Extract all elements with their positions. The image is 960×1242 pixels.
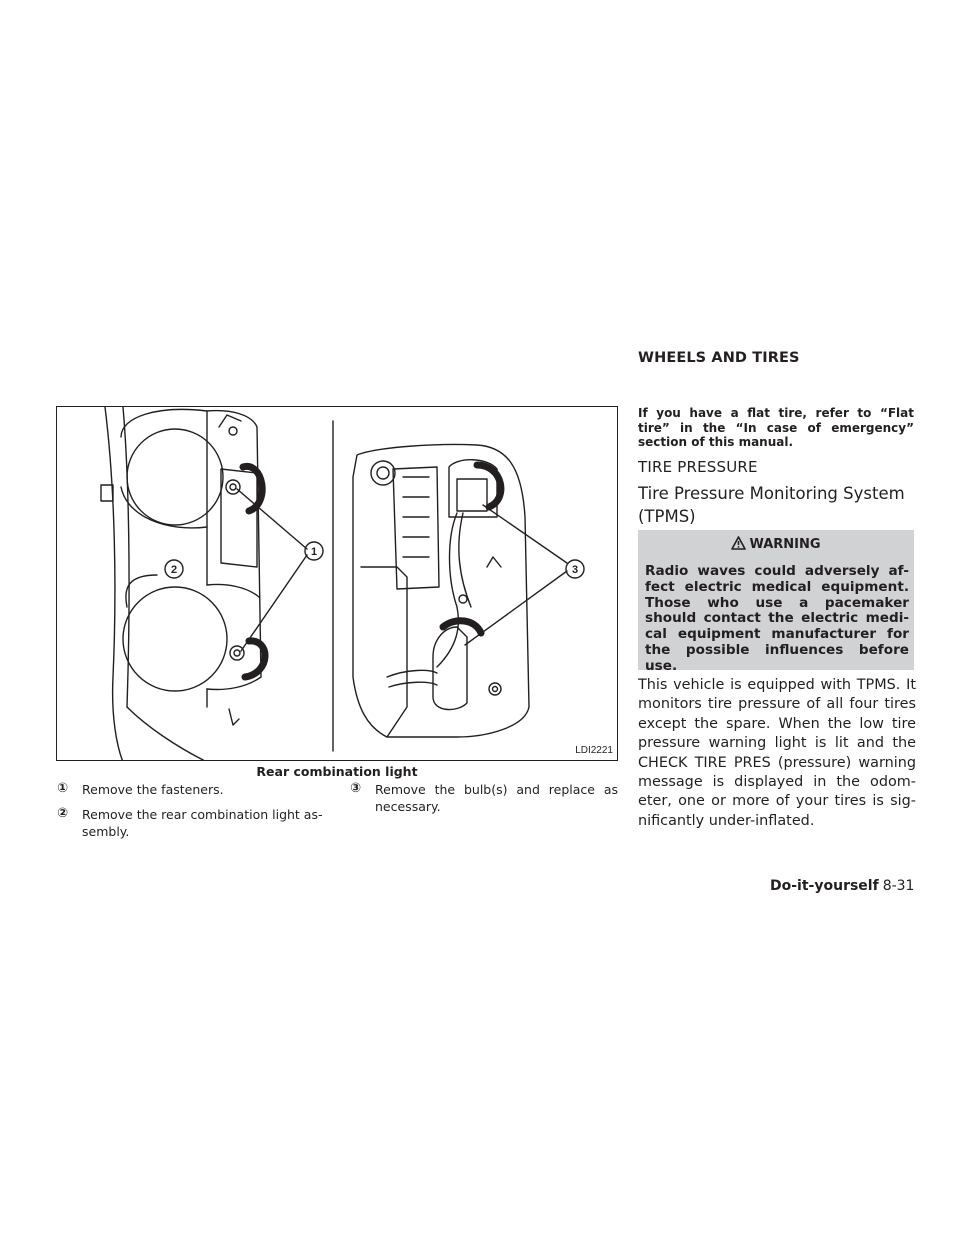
figure-illustration — [57, 407, 618, 761]
section-header: WHEELS AND TIRES — [638, 350, 800, 366]
callout-3-label: 3 — [571, 564, 579, 576]
step-3-text: Remove the bulb(s) and replace as necessary. — [375, 782, 618, 814]
heading-tire-pressure: TIRE PRESSURE — [638, 458, 758, 476]
warning-icon — [731, 536, 746, 550]
footer-section: Do-it-yourself — [770, 878, 879, 894]
step-1-text: Remove the fasteners. — [82, 782, 224, 797]
warning-header — [638, 536, 914, 552]
step-3 — [350, 781, 618, 821]
step-2-text: Remove the rear combination light as-sembly. — [82, 807, 323, 839]
step-2-number: ② — [57, 806, 69, 821]
warning-text: Radio waves could adversely af-fect electric medical equipment. Those who use a pacemaker should contact the electric medi-cal equipment manufacturer for the possible influences before use. — [645, 563, 909, 674]
step-2 — [57, 806, 327, 846]
step-1 — [57, 781, 327, 801]
heading-tpms: Tire Pressure Monitoring System (TPMS) — [638, 484, 905, 526]
step-3-number: ③ — [350, 781, 362, 796]
figure-caption: Rear combination light — [256, 764, 418, 779]
warning-title: WARNING — [749, 537, 821, 552]
flat-tire-reference: If you have a flat tire, refer to “Flat tire” in the “In case of emergency” section of this manual. — [638, 406, 914, 449]
page-number: 8-31 — [882, 878, 915, 894]
tpms-description: This vehicle is equipped with TPMS. It monitors tire pressure of all four tires except the spare. When the low tire pressure warning light is lit and the CHECK TIRE PRES (pressure) warning message is displayed in the odom-eter, one or more of your tires is sig-nificantly under-inflated. — [638, 677, 916, 829]
warning-box — [638, 530, 914, 674]
page-footer — [770, 878, 914, 894]
step-1-number: ① — [57, 781, 69, 796]
callout-1-label: 1 — [310, 546, 318, 558]
rear-combination-light-figure — [56, 406, 618, 761]
callout-2-label: 2 — [170, 564, 178, 576]
figure-code: LDI2221 — [575, 745, 613, 756]
